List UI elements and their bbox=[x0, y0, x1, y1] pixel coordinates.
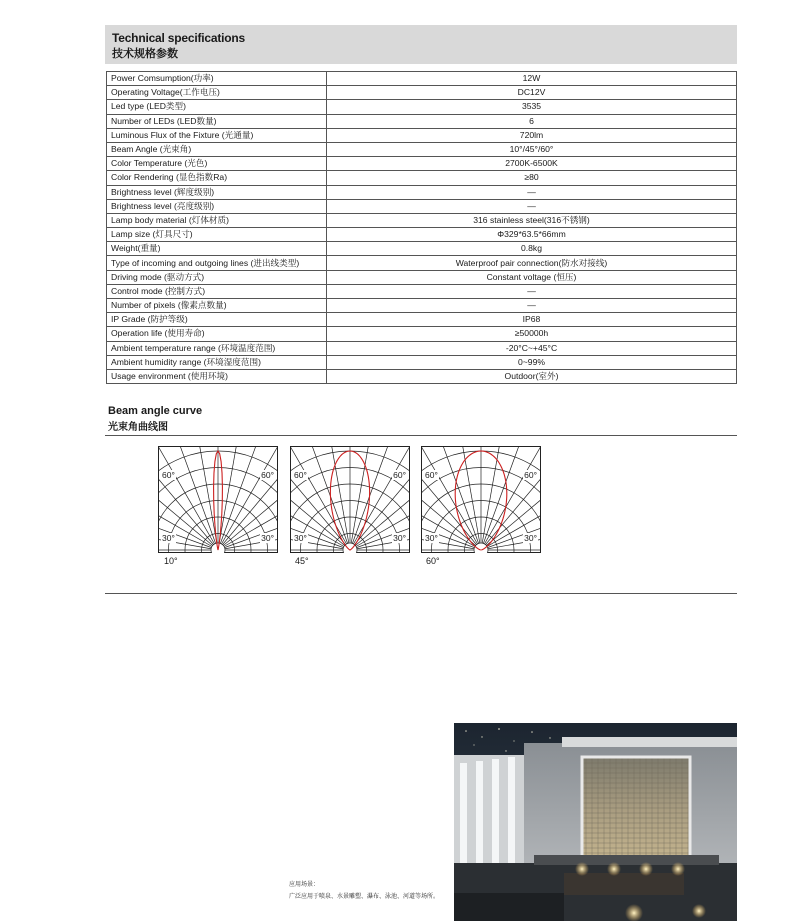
spec-value: 2700K-6500K bbox=[327, 157, 737, 171]
beam-label-3: 60° bbox=[426, 556, 440, 566]
spec-value: — bbox=[327, 199, 737, 213]
beam-label-1: 10° bbox=[164, 556, 178, 566]
spec-value: Outdoor(室外) bbox=[327, 369, 737, 383]
spec-label: Brightness level (辉度级别) bbox=[107, 185, 327, 199]
spec-row bbox=[107, 142, 737, 156]
beam-section-title bbox=[108, 405, 202, 433]
angle-tick-label: 60° bbox=[393, 470, 406, 480]
spec-value: 316 stainless steel(316不锈钢) bbox=[327, 213, 737, 227]
angle-tick-label: 60° bbox=[524, 470, 537, 480]
spec-row bbox=[107, 185, 737, 199]
spec-row bbox=[107, 228, 737, 242]
spec-row bbox=[107, 369, 737, 383]
polar-chart bbox=[290, 446, 410, 553]
spec-label: Color Temperature (光色) bbox=[107, 157, 327, 171]
specs-title-cn: 技术规格参数 bbox=[112, 48, 178, 60]
spec-table bbox=[106, 71, 737, 384]
spec-value: 10°/45°/60° bbox=[327, 142, 737, 156]
application-note bbox=[289, 879, 439, 903]
product-scene-photo bbox=[454, 723, 737, 921]
scene-illustration bbox=[454, 723, 737, 921]
angle-tick-label: 60° bbox=[261, 470, 274, 480]
spec-row bbox=[107, 171, 737, 185]
spec-label: Lamp body material (灯体材质) bbox=[107, 213, 327, 227]
spec-label: Lamp size (灯具尺寸) bbox=[107, 228, 327, 242]
spec-row bbox=[107, 72, 737, 86]
beam-title-en: Beam angle curve bbox=[108, 405, 203, 417]
spec-row bbox=[107, 157, 737, 171]
spec-value: Constant voltage (恒压) bbox=[327, 270, 737, 284]
angle-tick-label: 30° bbox=[162, 533, 175, 543]
spec-label: Weight(重量) bbox=[107, 242, 327, 256]
spec-label: Brightness level (亮度级别) bbox=[107, 199, 327, 213]
section-header-specs bbox=[105, 25, 737, 64]
spec-label: Control mode (控制方式) bbox=[107, 284, 327, 298]
spec-row bbox=[107, 270, 737, 284]
spec-row bbox=[107, 327, 737, 341]
spec-label: Number of LEDs (LED数量) bbox=[107, 114, 327, 128]
spec-label: Operation life (使用寿命) bbox=[107, 327, 327, 341]
spec-value: 3535 bbox=[327, 100, 737, 114]
spec-value: — bbox=[327, 185, 737, 199]
spec-row bbox=[107, 355, 737, 369]
beam-diagram-3 bbox=[421, 446, 541, 553]
spec-value: — bbox=[327, 299, 737, 313]
angle-tick-label: 60° bbox=[425, 470, 438, 480]
spec-label: Ambient temperature range (环境温度范围) bbox=[107, 341, 327, 355]
spec-label: Usage environment (使用环境) bbox=[107, 369, 327, 383]
polar-chart bbox=[421, 446, 541, 553]
angle-tick-label: 60° bbox=[162, 470, 175, 480]
angle-tick-label: 30° bbox=[524, 533, 537, 543]
angle-tick-label: 30° bbox=[393, 533, 406, 543]
spec-row bbox=[107, 114, 737, 128]
spec-label: Beam Angle (光束角) bbox=[107, 142, 327, 156]
spec-value: Φ329*63.5*66mm bbox=[327, 228, 737, 242]
beam-diagram-2 bbox=[290, 446, 410, 553]
spec-value: 6 bbox=[327, 114, 737, 128]
beam-label-2: 45° bbox=[295, 556, 309, 566]
spec-label: Operating Voltage(工作电压) bbox=[107, 86, 327, 100]
spec-row bbox=[107, 313, 737, 327]
spec-value: IP68 bbox=[327, 313, 737, 327]
polar-chart bbox=[158, 446, 278, 553]
spec-value: 720lm bbox=[327, 128, 737, 142]
angle-tick-label: 60° bbox=[294, 470, 307, 480]
beam-diagram-1 bbox=[158, 446, 278, 553]
spec-label: Color Rendering (显色指数Ra) bbox=[107, 171, 327, 185]
spec-row bbox=[107, 128, 737, 142]
specs-title-en: Technical specifications bbox=[112, 31, 246, 45]
spec-label: Luminous Flux of the Fixture (光通量) bbox=[107, 128, 327, 142]
spec-value: 0~99% bbox=[327, 355, 737, 369]
spec-value: Waterproof pair connection(防水对接线) bbox=[327, 256, 737, 270]
beam-bottom-divider bbox=[105, 593, 737, 594]
spec-row bbox=[107, 299, 737, 313]
beam-title-cn: 光束角曲线图 bbox=[108, 422, 168, 433]
spec-value: DC12V bbox=[327, 86, 737, 100]
spec-value: -20°C~+45°C bbox=[327, 341, 737, 355]
application-text: 广泛应用于喷泉、水景雕塑、瀑布、泳池、河道等场所。 bbox=[289, 894, 440, 900]
spec-label: Power Comsumption(功率) bbox=[107, 72, 327, 86]
spec-row bbox=[107, 86, 737, 100]
spec-value: — bbox=[327, 284, 737, 298]
spec-label: IP Grade (防护等级) bbox=[107, 313, 327, 327]
angle-tick-label: 30° bbox=[261, 533, 274, 543]
angle-tick-label: 30° bbox=[294, 533, 307, 543]
spec-value: ≥50000h bbox=[327, 327, 737, 341]
spec-row bbox=[107, 199, 737, 213]
spec-value: 0.8kg bbox=[327, 242, 737, 256]
spec-row bbox=[107, 284, 737, 298]
spec-label: Driving mode (驱动方式) bbox=[107, 270, 327, 284]
spec-value: ≥80 bbox=[327, 171, 737, 185]
application-heading: 应用场景： bbox=[289, 882, 320, 888]
angle-tick-label: 30° bbox=[425, 533, 438, 543]
spec-label: Number of pixels (像素点数量) bbox=[107, 299, 327, 313]
spec-label: Ambient humidity range (环境湿度范围) bbox=[107, 355, 327, 369]
spec-label: Led type (LED类型) bbox=[107, 100, 327, 114]
spec-row bbox=[107, 213, 737, 227]
spec-value: 12W bbox=[327, 72, 737, 86]
spec-row bbox=[107, 242, 737, 256]
spec-label: Type of incoming and outgoing lines (进出线类型) bbox=[107, 256, 327, 270]
spec-row bbox=[107, 341, 737, 355]
spec-row bbox=[107, 256, 737, 270]
spec-row bbox=[107, 100, 737, 114]
beam-top-divider bbox=[105, 435, 737, 436]
